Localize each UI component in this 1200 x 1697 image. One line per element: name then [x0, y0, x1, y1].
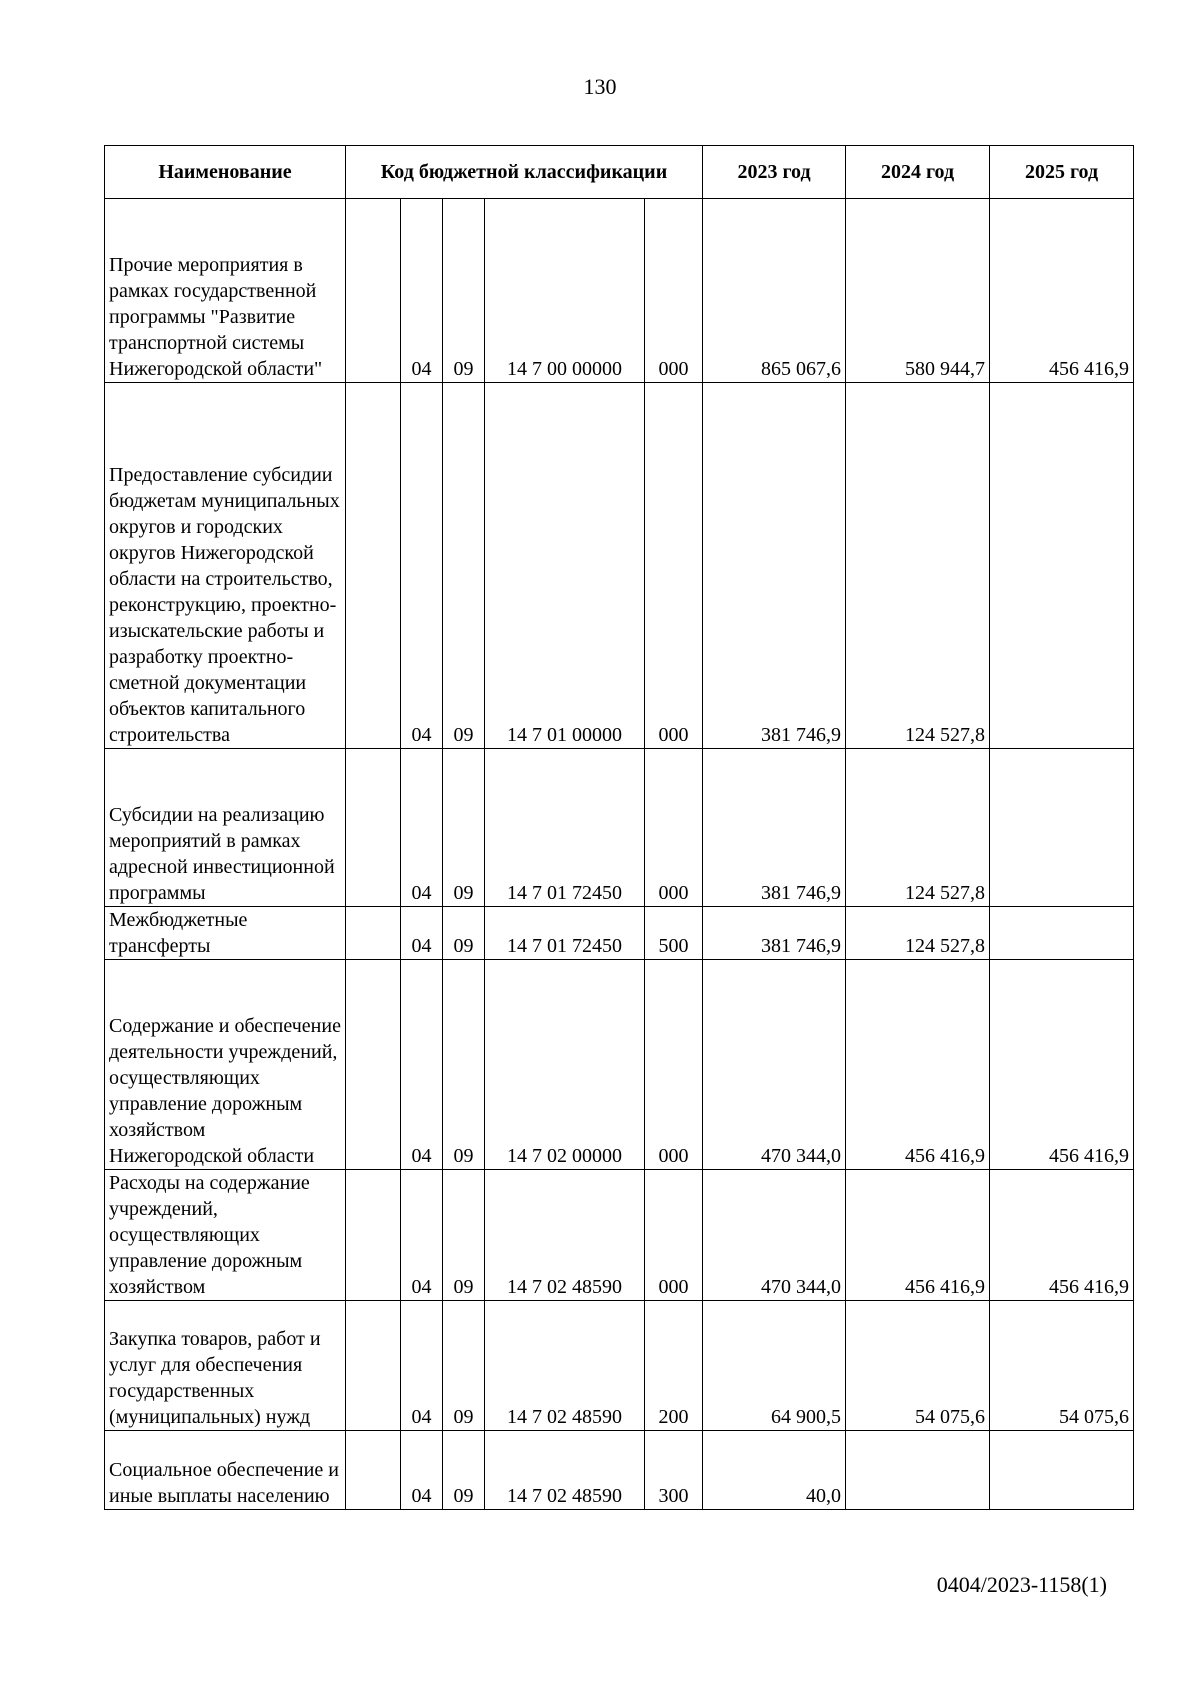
cell-c1: 04: [401, 960, 443, 1170]
cell-c3: 14 7 02 48590: [485, 1301, 645, 1431]
cell-c2: 09: [443, 1170, 485, 1301]
cell-y2023: 64 900,5: [703, 1301, 846, 1431]
header-row: [105, 146, 1134, 199]
cell-c2: 09: [443, 749, 485, 907]
page-number: 130: [583, 74, 617, 99]
cell-y2024: 124 527,8: [846, 749, 990, 907]
cell-c1: 04: [401, 1301, 443, 1431]
cell-y2023: 470 344,0: [703, 960, 846, 1170]
cell-name: Субсидии на реализацию мероприятий в рамках адресной инвестиционной программы: [105, 749, 346, 907]
cell-name: Межбюджетные трансферты: [105, 907, 346, 960]
cell-y2024: 456 416,9: [846, 960, 990, 1170]
cell-y2024: 124 527,8: [846, 907, 990, 960]
cell-c4: 000: [645, 199, 703, 383]
cell-y2024: 580 944,7: [846, 199, 990, 383]
cell-y2025: [990, 383, 1134, 749]
cell-c4: 500: [645, 907, 703, 960]
cell-y2024: 124 527,8: [846, 383, 990, 749]
cell-c0: [346, 199, 401, 383]
table-row: [105, 199, 1134, 383]
cell-c0: [346, 1431, 401, 1510]
cell-c3: 14 7 02 48590: [485, 1431, 645, 1510]
cell-y2024: 54 075,6: [846, 1301, 990, 1431]
cell-c0: [346, 960, 401, 1170]
cell-name: Расходы на содержание учреждений, осуществляющих управление дорожным хозяйством: [105, 1170, 346, 1301]
table-row: [105, 749, 1134, 907]
header-code: Код бюджетной классификации: [346, 146, 703, 199]
cell-c2: 09: [443, 1301, 485, 1431]
table-row: [105, 907, 1134, 960]
cell-y2025: 456 416,9: [990, 960, 1134, 1170]
header-name: Наименование: [105, 146, 346, 199]
table-row: [105, 383, 1134, 749]
cell-c0: [346, 1170, 401, 1301]
document-id: 0404/2023-1158(1): [936, 1572, 1107, 1597]
cell-c4: 200: [645, 1301, 703, 1431]
cell-y2024: [846, 1431, 990, 1510]
cell-c0: [346, 1301, 401, 1431]
cell-name: Закупка товаров, работ и услуг для обеспечения государственных (муниципальных) нужд: [105, 1301, 346, 1431]
cell-y2025: [990, 907, 1134, 960]
cell-c0: [346, 749, 401, 907]
cell-c2: 09: [443, 199, 485, 383]
cell-c1: 04: [401, 383, 443, 749]
cell-c4: 000: [645, 749, 703, 907]
cell-y2023: 381 746,9: [703, 907, 846, 960]
header-2025: 2025 год: [990, 146, 1134, 199]
cell-y2025: [990, 749, 1134, 907]
cell-y2025: 456 416,9: [990, 199, 1134, 383]
cell-c1: 04: [401, 749, 443, 907]
cell-c3: 14 7 01 72450: [485, 907, 645, 960]
cell-c4: 300: [645, 1431, 703, 1510]
cell-y2023: 381 746,9: [703, 749, 846, 907]
cell-name: Социальное обеспечение и иные выплаты населению: [105, 1431, 346, 1510]
cell-c0: [346, 907, 401, 960]
cell-y2023: 381 746,9: [703, 383, 846, 749]
table-row: [105, 1431, 1134, 1510]
cell-c1: 04: [401, 1431, 443, 1510]
cell-c4: 000: [645, 960, 703, 1170]
table-row: [105, 1170, 1134, 1301]
cell-y2024: 456 416,9: [846, 1170, 990, 1301]
cell-c4: 000: [645, 383, 703, 749]
cell-y2023: 470 344,0: [703, 1170, 846, 1301]
cell-c2: 09: [443, 960, 485, 1170]
cell-y2025: 54 075,6: [990, 1301, 1134, 1431]
cell-y2025: 456 416,9: [990, 1170, 1134, 1301]
cell-c3: 14 7 01 00000: [485, 383, 645, 749]
cell-name: Прочие мероприятия в рамках государственной программы "Развитие транспортной системы Нижегородской области": [105, 199, 346, 383]
budget-table: [104, 145, 1134, 1510]
cell-c2: 09: [443, 1431, 485, 1510]
cell-name: Содержание и обеспечение деятельности учреждений, осуществляющих управление дорожным хозяйством Нижегородской области: [105, 960, 346, 1170]
cell-c1: 04: [401, 199, 443, 383]
cell-c4: 000: [645, 1170, 703, 1301]
cell-c3: 14 7 02 00000: [485, 960, 645, 1170]
cell-c1: 04: [401, 907, 443, 960]
table-row: [105, 1301, 1134, 1431]
cell-name: Предоставление субсидии бюджетам муниципальных округов и городских округов Нижегородской области на строительство, реконструкцию, проектно-изыскательские работы и разработку проектно-сметной документации объектов капитального строительства: [105, 383, 346, 749]
header-2024: 2024 год: [846, 146, 990, 199]
cell-c0: [346, 383, 401, 749]
cell-c2: 09: [443, 907, 485, 960]
cell-y2023: 865 067,6: [703, 199, 846, 383]
cell-y2023: 40,0: [703, 1431, 846, 1510]
cell-c3: 14 7 01 72450: [485, 749, 645, 907]
header-2023: 2023 год: [703, 146, 846, 199]
cell-c3: 14 7 00 00000: [485, 199, 645, 383]
table-row: [105, 960, 1134, 1170]
cell-c2: 09: [443, 383, 485, 749]
cell-c1: 04: [401, 1170, 443, 1301]
cell-c3: 14 7 02 48590: [485, 1170, 645, 1301]
cell-y2025: [990, 1431, 1134, 1510]
